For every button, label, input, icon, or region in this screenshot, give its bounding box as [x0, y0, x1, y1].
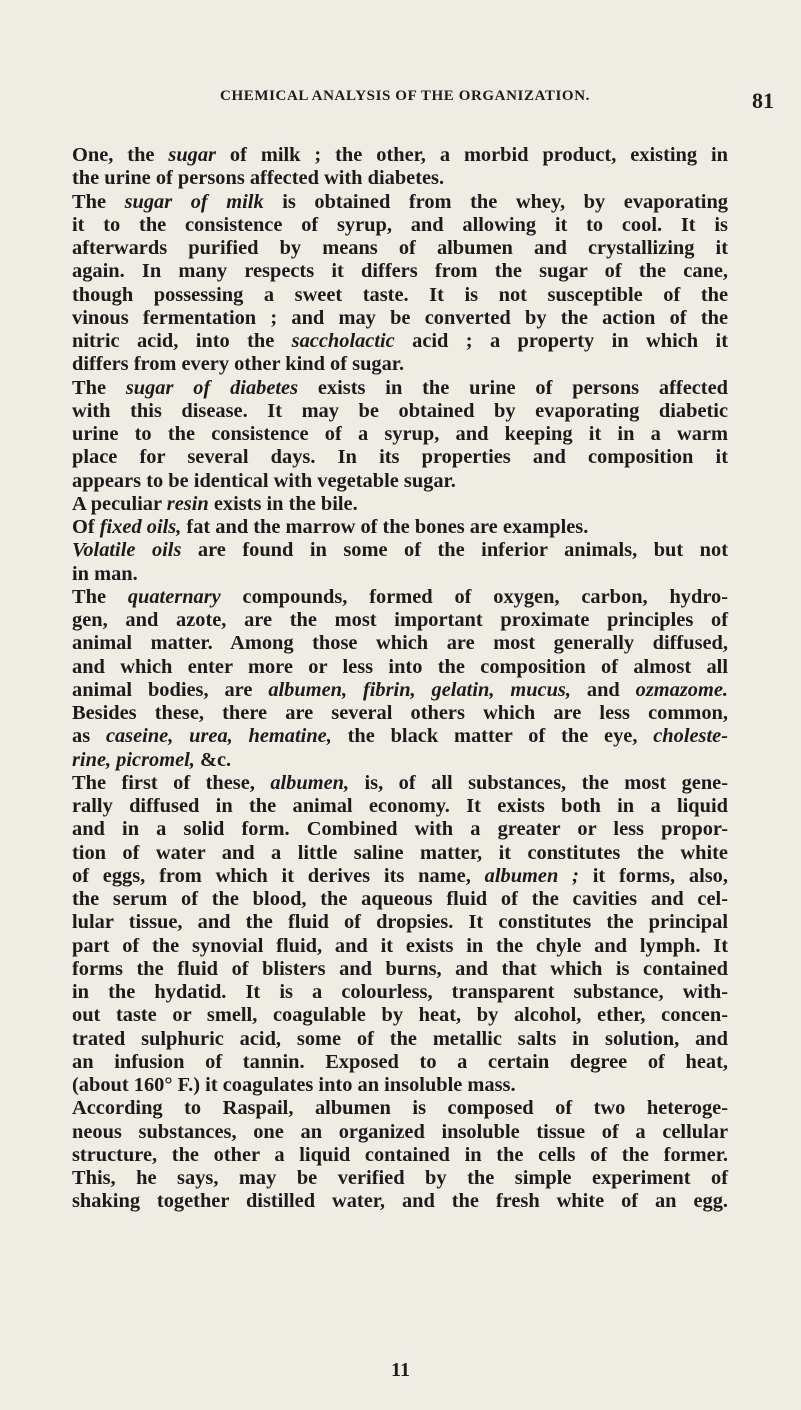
text-line: rally diffused in the animal economy. It exists both in a liquid: [72, 795, 728, 817]
signature-mark: 11: [391, 1359, 410, 1381]
text-line: though possessing a sweet taste. It is not susceptible of the: [72, 283, 728, 306]
text-line: rine, picromel, &c.: [72, 748, 232, 771]
text-line: Volatile oils are found in some of the inferior animals, but not: [72, 539, 728, 562]
text-line: The quaternary compounds, formed of oxygen, carbon, hydro-: [72, 585, 729, 608]
text-line: The sugar of diabetes exists in the urine of persons affected: [72, 376, 728, 399]
text-line: trated sulphuric acid, some of the metallic salts in solution, and: [72, 1027, 728, 1050]
text-line: lular tissue, and the fluid of dropsies. It constitutes the principal: [72, 911, 728, 934]
text-line: in man.: [72, 562, 138, 585]
text-line: differs from every other kind of sugar.: [72, 353, 405, 376]
text-line: as caseine, urea, hematine, the black matter of the eye, choleste-: [72, 725, 728, 748]
text-line: it to the consistence of syrup, and allowing it to cool. It is: [72, 213, 728, 236]
text-line: One, the sugar of milk ; the other, a morbid product, existing in: [72, 144, 728, 166]
text-line: Of fixed oils, fat and the marrow of the bones are examples.: [72, 516, 589, 538]
text-line: According to Raspail, albumen is composed of two heteroge-: [72, 1097, 728, 1120]
text-line: and in a solid form. Combined with a greater or less propor-: [72, 818, 728, 841]
text-line: animal bodies, are albumen, fibrin, gelatin, mucus, and ozmazome.: [72, 678, 728, 701]
text-line: A peculiar resin exists in the bile.: [72, 492, 358, 515]
text-line: This, he says, may be verified by the simple experiment of: [72, 1167, 728, 1189]
text-line: nitric acid, into the saccholactic acid ; a property in which it: [72, 330, 728, 352]
text-line: and which enter more or less into the composition of almost all: [72, 655, 728, 678]
text-line: gen, and azote, are the most important proximate principles of: [72, 609, 728, 631]
text-line: structure, the other a liquid contained in the cells of the former.: [72, 1143, 728, 1166]
text-line: Besides these, there are several others which are less common,: [72, 702, 728, 724]
text-line: in the hydatid. It is a colourless, transparent substance, with-: [72, 981, 728, 1003]
text-line: with this disease. It may be obtained by evaporating diabetic: [72, 399, 728, 422]
text-line: of eggs, from which it derives its name, albumen ; it forms, also,: [72, 864, 728, 887]
text-line: the urine of persons affected with diabetes.: [72, 167, 445, 190]
page-number: 81: [752, 88, 774, 113]
text-line: tion of water and a little saline matter, it constitutes the white: [72, 841, 728, 864]
text-line: again. In many respects it differs from the sugar of the cane,: [72, 260, 728, 283]
body-text: [72, 144, 728, 1214]
text-line: an infusion of tannin. Exposed to a certain degree of heat,: [72, 1050, 728, 1073]
text-line: afterwards purified by means of albumen and crystallizing it: [72, 237, 728, 259]
running-title: CHEMICAL ANALYSIS OF THE ORGANIZATION.: [220, 88, 590, 104]
text-line: The sugar of milk is obtained from the whey, by evaporating: [72, 190, 728, 213]
text-line: neous substances, one an organized insoluble tissue of a cellular: [72, 1120, 728, 1143]
text-line: animal matter. Among those which are most generally diffused,: [72, 632, 728, 655]
text-line: (about 160° F.) it coagulates into an insoluble mass.: [72, 1074, 516, 1096]
text-line: the serum of the blood, the aqueous fluid of the cavities and cel-: [72, 888, 728, 910]
text-line: forms the fluid of blisters and burns, and that which is contained: [72, 957, 728, 980]
text-line: The first of these, albumen, is, of all substances, the most gene-: [72, 771, 728, 794]
text-line: out taste or smell, coagulable by heat, by alcohol, ether, concen-: [72, 1004, 728, 1027]
text-line: vinous fermentation ; and may be converted by the action of the: [72, 306, 728, 329]
text-line: urine to the consistence of a syrup, and keeping it in a warm: [72, 423, 728, 445]
text-line: appears to be identical with vegetable sugar.: [72, 469, 456, 492]
text-line: part of the synovial fluid, and it exists in the chyle and lymph. It: [72, 934, 728, 957]
text-line: shaking together distilled water, and the fresh white of an egg.: [72, 1190, 728, 1213]
text-line: place for several days. In its properties and composition it: [72, 446, 728, 469]
